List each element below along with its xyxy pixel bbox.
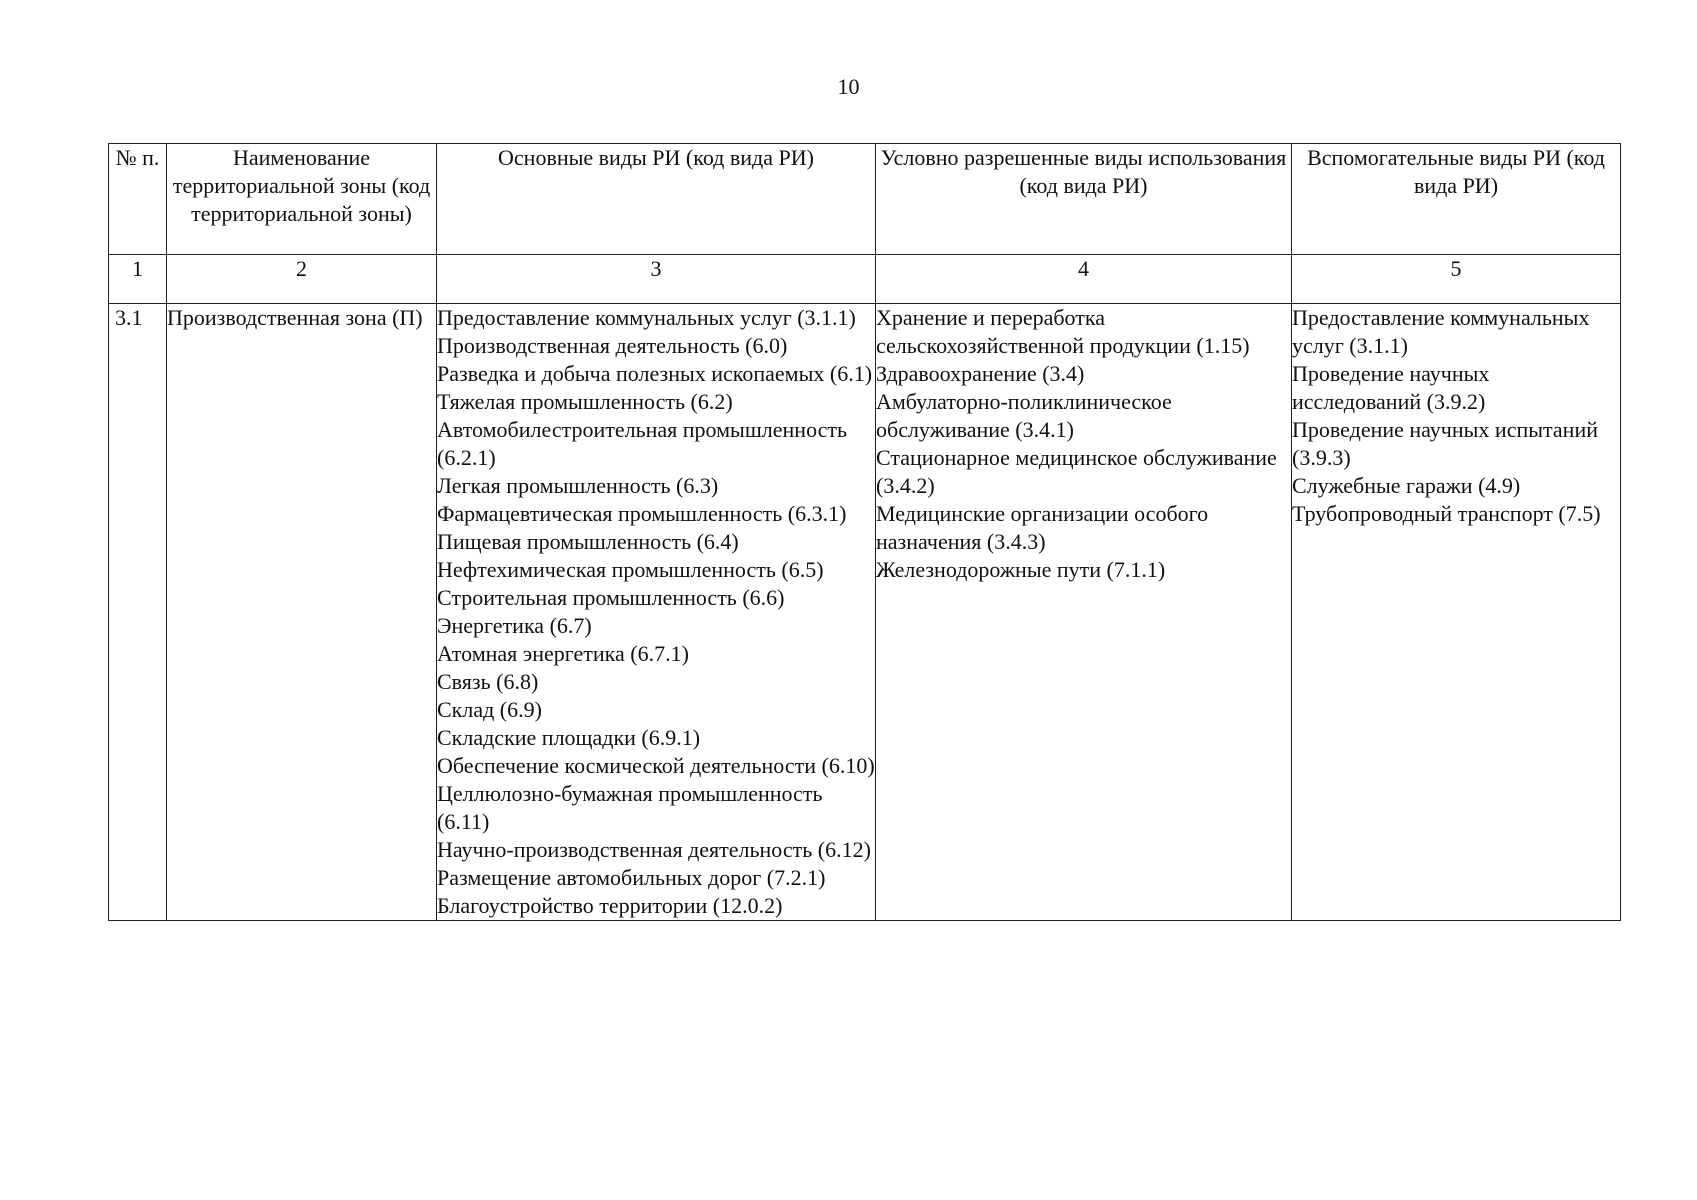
column-number: 1 bbox=[109, 255, 167, 304]
use-item: Предоставление коммунальных услуг (3.1.1) bbox=[437, 305, 856, 330]
use-item: Хранение и переработка сельскохозяйственной продукции (1.15) bbox=[876, 305, 1250, 358]
use-item: Целлюлозно-бумажная промышленность (6.11) bbox=[437, 781, 823, 834]
conditional-uses-list bbox=[876, 304, 1291, 584]
table-header-row bbox=[109, 144, 1621, 255]
use-item: Проведение научных испытаний (3.9.3) bbox=[1292, 417, 1598, 470]
use-item: Обеспечение космической деятельности (6.10) bbox=[437, 753, 875, 778]
zone-name: Производственная зона (П) bbox=[167, 304, 437, 921]
row-number: 3.1 bbox=[109, 304, 167, 921]
use-item: Энергетика (6.7) bbox=[437, 613, 592, 638]
use-item: Легкая промышленность (6.3) bbox=[437, 473, 719, 498]
use-item: Строительная промышленность (6.6) bbox=[437, 585, 785, 610]
main-uses-list bbox=[437, 304, 875, 920]
use-item: Здравоохранение (3.4) bbox=[876, 361, 1085, 386]
use-item: Склад (6.9) bbox=[437, 697, 542, 722]
use-item: Пищевая промышленность (6.4) bbox=[437, 529, 739, 554]
use-item: Медицинские организации особого назначения (3.4.3) bbox=[876, 501, 1209, 554]
use-item: Разведка и добыча полезных ископаемых (6.1) bbox=[437, 361, 873, 386]
column-number: 4 bbox=[876, 255, 1292, 304]
zones-table bbox=[108, 143, 1621, 921]
column-number: 2 bbox=[167, 255, 437, 304]
use-item: Трубопроводный транспорт (7.5) bbox=[1292, 501, 1601, 526]
use-item: Проведение научных исследований (3.9.2) bbox=[1292, 361, 1490, 414]
page-number: 10 bbox=[837, 74, 860, 99]
column-number: 3 bbox=[437, 255, 876, 304]
use-item: Амбулаторно-поликлиническое обслуживание (3.4.1) bbox=[876, 389, 1172, 442]
use-item: Фармацевтическая промышленность (6.3.1) bbox=[437, 501, 847, 526]
use-item: Стационарное медицинское обслуживание (3.4.2) bbox=[876, 445, 1277, 498]
use-item: Служебные гаражи (4.9) bbox=[1292, 473, 1521, 498]
use-item: Предоставление коммунальных услуг (3.1.1) bbox=[1292, 305, 1590, 358]
use-item: Размещение автомобильных дорог (7.2.1) bbox=[437, 865, 826, 890]
header-auxiliary-uses: Вспомогательные виды РИ (код вида РИ) bbox=[1292, 144, 1621, 255]
header-zone-name: Наименование территориальной зоны (код территориальной зоны) bbox=[167, 144, 437, 255]
use-item: Складские площадки (6.9.1) bbox=[437, 725, 701, 750]
use-item: Производственная деятельность (6.0) bbox=[437, 333, 788, 358]
use-item: Атомная энергетика (6.7.1) bbox=[437, 641, 689, 666]
auxiliary-uses-cell bbox=[1292, 304, 1621, 921]
use-item: Нефтехимическая промышленность (6.5) bbox=[437, 557, 824, 582]
header-main-uses: Основные виды РИ (код вида РИ) bbox=[437, 144, 876, 255]
use-item: Железнодорожные пути (7.1.1) bbox=[876, 557, 1166, 582]
use-item: Научно-производственная деятельность (6.12) bbox=[437, 837, 871, 862]
column-numbers-row bbox=[109, 255, 1621, 304]
use-item: Автомобилестроительная промышленность (6.2.1) bbox=[437, 417, 848, 470]
conditional-uses-cell bbox=[876, 304, 1292, 921]
use-item: Тяжелая промышленность (6.2) bbox=[437, 389, 733, 414]
column-number: 5 bbox=[1292, 255, 1621, 304]
table-row bbox=[109, 304, 1621, 921]
auxiliary-uses-list bbox=[1292, 304, 1620, 528]
use-item: Связь (6.8) bbox=[437, 669, 539, 694]
header-number: № п. bbox=[109, 144, 167, 255]
main-uses-cell bbox=[437, 304, 876, 921]
use-item: Благоустройство территории (12.0.2) bbox=[437, 893, 783, 918]
header-conditional-uses: Условно разрешенные виды использования (код вида РИ) bbox=[876, 144, 1292, 255]
